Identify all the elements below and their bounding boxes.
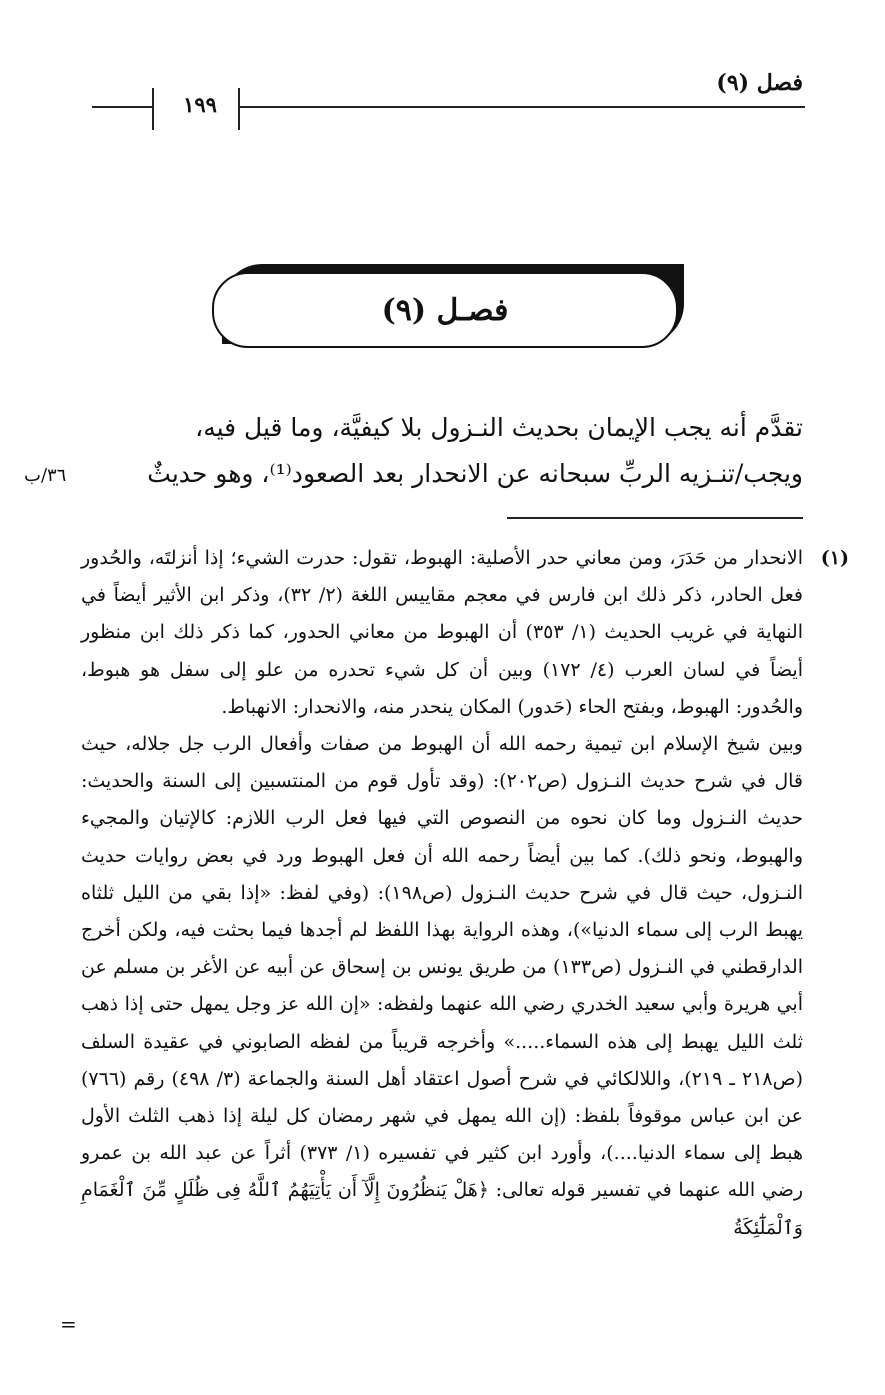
- header-rule-left: [92, 106, 152, 108]
- footnote-marker: (١): [820, 547, 849, 569]
- footnote-paragraph: الانحدار من حَدَرَ، ومن معاني حدر الأصلية: الهبوط، تقول: حدرت الشيء؛ إذا أنزلتَه، والحُدور فعل الحادر، ذكر ذلك ابن فارس في معجم مقاييس اللغة (٢/ ٣٢)، وذكر ابن الأثير أيضاً في النهاية في غريب الحديث (١/ ٣٥٣) أن الهبوط من معاني الحدور، كما ذكر ذلك ابن منظور أيضاً في لسان العرب (٤/ ١٧٢) وبين أن كل شيء تحدره من علو إلى سفل هو هبوط، والحُدور: الهبوط، وبفتح الحاء (حَدور) المكان ينحدر منه، والانحدار: الانهباط.: [81, 547, 803, 718]
- chapter-title: فصـل (٩): [381, 292, 509, 328]
- header-rule-right: [240, 106, 805, 108]
- main-text-line: تقدَّم أنه يجب الإيمان بحديث النـزول بلا كيفيَّة، وما قيل فيه،: [195, 413, 803, 442]
- running-header-title: فصل (٩): [716, 70, 803, 96]
- footnote-paragraph: وبين شيخ الإسلام ابن تيمية رحمه الله أن الهبوط من صفات وأفعال الرب جل جلاله، حيث قال في شرح حديث النـزول (ص٢٠٢): (وقد تأول قوم من المنتسبين إلى السنة والحديث: حديث النـزول وما كان نحوه من النصوص التي فيها فعل الرب اللازم: كالإتيان والمجيء والهبوط، ونحو ذلك). كما بين أيضاً رحمه الله أن فعل الهبوط ورد في بعض روايات حديث النـزول، حيث قال في شرح حديث النـزول (ص١٩٨): (وفي لفظ: «إذا بقي من الليل ثلثاه يهبط الرب إلى سماء الدنيا»)، وهذه الرواية بهذا اللفظ لم أجدها فيما بحثت فيه، ولكن أخرج الدارقطني في النـزول (ص١٣٣) من طريق يونس بن إسحاق عن أبيه عن الأغر بن مسلم عن أبي هريرة وأبي سعيد الخدري رضي الله عنهما ولفظه: «إن الله عز وجل يمهل حتى إذا ذهب ثلث الليل يهبط إلى هذه السماء.....» وأخرجه قريباً من لفظه الصابوني في عقيدة السلف (ص٢١٨ ـ ٢١٩)، واللالكائي في شرح أصول اعتقاد أهل السنة والجماعة (٣/ ٤٩٨) رقم (٧٦٦) عن ابن عباس موقوفاً بلفظ: (إن الله يمهل في شهر رمضان كل ليلة إذا ذهب الثلث الأول هبط إلى سماء الدنيا....)، وأورد ابن كثير في تفسيره (١/ ٣٧٣) أثراً عن عبد الله بن عمرو رضي الله عنهما في تفسير قوله تعالى: ﴿هَلْ يَنظُرُونَ إِلَّآ أَن يَأْتِيَهُمُ ٱللَّهُ فِى ظُلَلٍ مِّنَ ٱلْغَمَامِ وَٱلْمَلَٰٓئِكَةُ: [81, 733, 803, 1239]
- main-text-line: ويجب/تنـزيه الربِّ سبحانه عن الانحدار بعد الصعود⁽¹⁾، وهو حديثٌ: [147, 459, 803, 488]
- header-bar-left: [152, 88, 154, 130]
- chapter-banner: [212, 272, 678, 348]
- footnote-separator: [507, 517, 803, 519]
- continuation-mark: =: [60, 1312, 77, 1336]
- header-bar-right: [238, 88, 240, 130]
- footnote: [81, 540, 849, 1247]
- main-text: [103, 405, 803, 497]
- margin-manuscript-note: ٣٦/ب: [24, 465, 67, 486]
- page-number: ١٩٩: [183, 92, 217, 117]
